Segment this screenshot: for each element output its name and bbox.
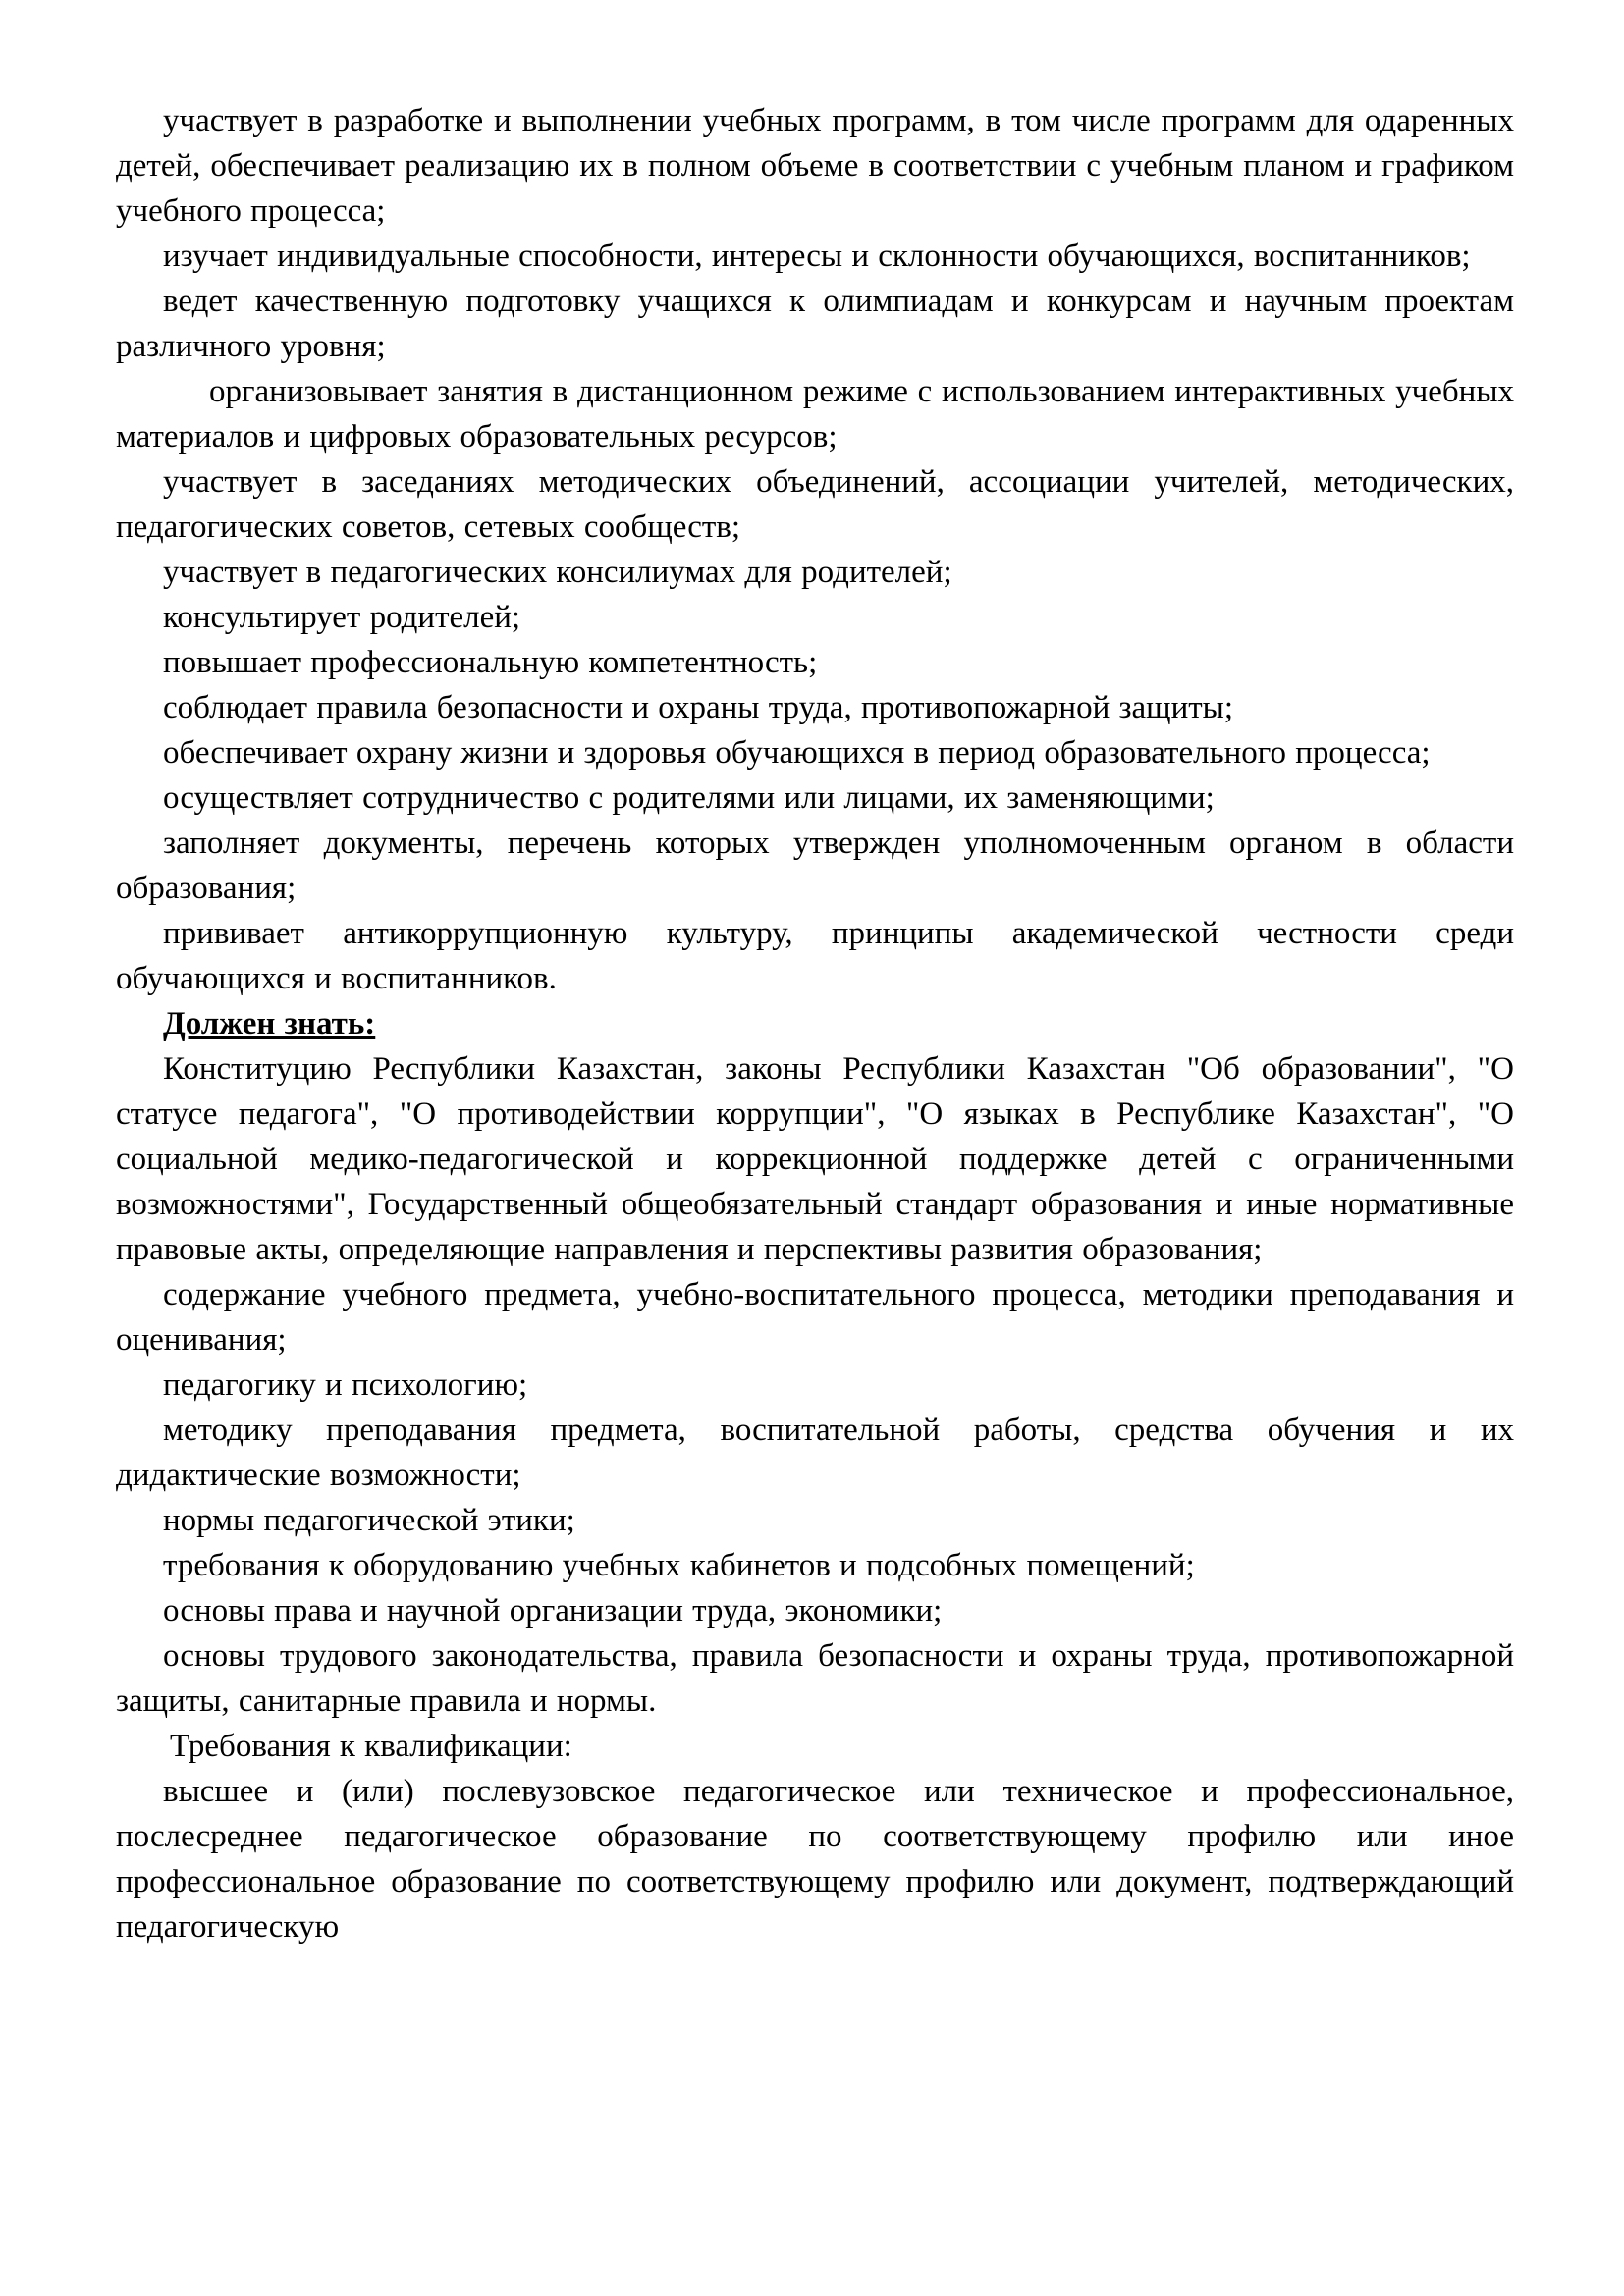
paragraph: нормы педагогической этики; — [163, 1503, 575, 1538]
paragraph: Конституцию Республики Казахстан, законы Республики Казахстан "Об образовании", "О статусе педагога", "О противодействии коррупции", "О языках в Республике Казахстан", "О социальной медико-педагогической и коррекционной поддержке детей с ограниченными возможностями", Государственный общеобязательный стандарт образования и иные нормативные правовые акты, определяющие направления и перспективы развития образования; — [116, 1051, 1514, 1267]
paragraph: педагогику и психологию; — [163, 1367, 528, 1403]
document-body — [116, 98, 1514, 1949]
paragraph: участвует в педагогических консилиумах для родителей; — [163, 555, 952, 590]
paragraph: высшее и (или) послевузовское педагогическое или техническое и профессиональное, послесреднее педагогическое образование по соответствующему профилю или иное профессиональное образование по соответствующему профилю или документ, подтверждающий педагогическую — [116, 1774, 1514, 1945]
paragraph: требования к оборудованию учебных кабинетов и подсобных помещений; — [163, 1548, 1195, 1583]
paragraph: основы трудового законодательства, правила безопасности и охраны труда, противопожарной защиты, санитарные правила и нормы. — [116, 1638, 1514, 1719]
paragraph: участвует в разработке и выполнении учебных программ, в том числе программ для одаренных детей, обеспечивает реализацию их в полном объеме в соответствии с учебным планом и графиком учебного процесса; — [116, 103, 1514, 229]
paragraph: обеспечивает охрану жизни и здоровья обучающихся в период образовательного процесса; — [163, 735, 1431, 771]
paragraph: ведет качественную подготовку учащихся к олимпиадам и конкурсам и научным проектам различного уровня; — [116, 284, 1514, 364]
paragraph: повышает профессиональную компетентность; — [163, 645, 818, 680]
section-heading — [116, 1001, 1514, 1046]
paragraph: основы права и научной организации труда, экономики; — [163, 1593, 943, 1629]
paragraph: содержание учебного предмета, учебно-воспитательного процесса, методики преподавания и оценивания; — [116, 1277, 1514, 1358]
paragraph: консультирует родителей; — [163, 600, 521, 635]
paragraph: изучает индивидуальные способности, интересы и склонности обучающихся, воспитанников; — [163, 239, 1471, 274]
paragraph: прививает антикоррупционную культуру, принципы академической честности среди обучающихся и воспитанников. — [116, 916, 1514, 996]
paragraph: участвует в заседаниях методических объединений, ассоциации учителей, методических, педагогических советов, сетевых сообществ; — [116, 464, 1514, 545]
paragraph: заполняет документы, перечень которых утвержден уполномоченным органом в области образования; — [116, 826, 1514, 906]
paragraph: соблюдает правила безопасности и охраны труда, противопожарной защиты; — [163, 690, 1233, 725]
paragraph: осуществляет сотрудничество с родителями или лицами, их заменяющими; — [163, 780, 1215, 816]
section-heading-text: Должен знать: — [163, 1006, 376, 1041]
paragraph: организовывает занятия в дистанционном режиме с использованием интерактивных учебных материалов и цифровых образовательных ресурсов; — [116, 374, 1514, 454]
section-subheading: Требования к квалификации: — [170, 1729, 572, 1764]
paragraph: методику преподавания предмета, воспитательной работы, средства обучения и их дидактические возможности; — [116, 1413, 1514, 1493]
